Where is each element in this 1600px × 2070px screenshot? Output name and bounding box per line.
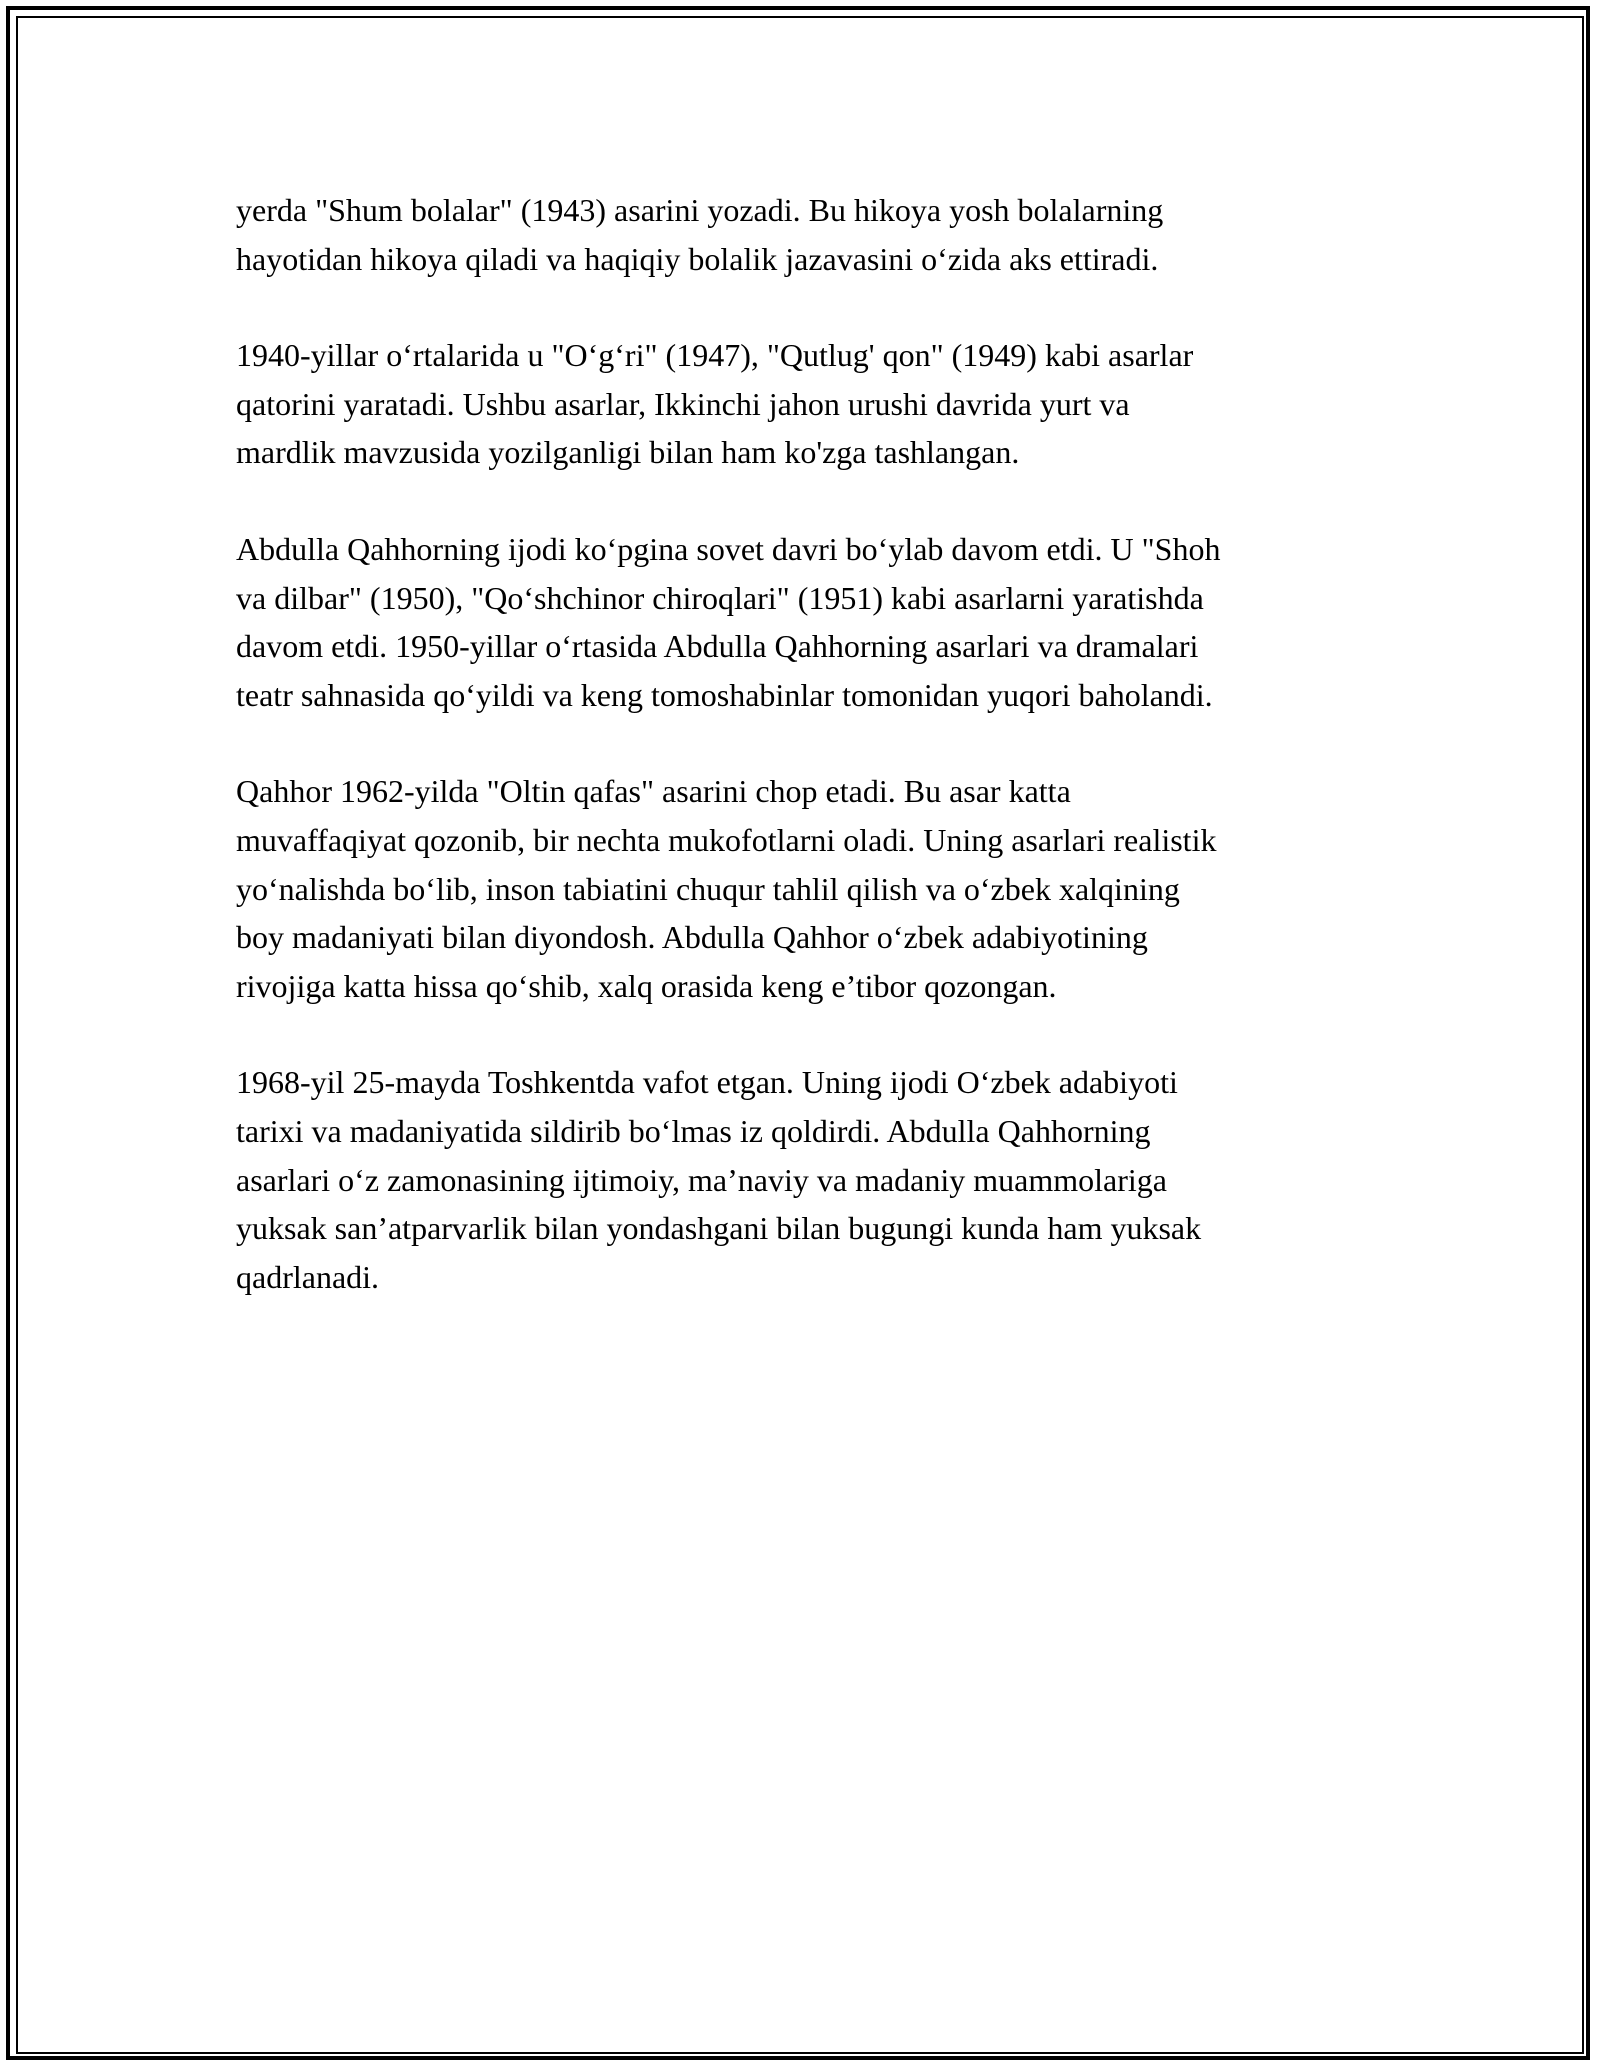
paragraph-1940s-works: 1940-yillar o‘rtalarida u "O‘g‘ri" (1947), "Qutlug' qon" (1949) kabi asarlar qatorini yaratadi. Ushbu asarlar, Ikkinchi jahon urushi davrida yurt va mardlik mavzusida yozilganligi bilan ham ko'zga tashlangan. [236,337,1194,471]
paragraph-soviet-era-works: Abdulla Qahhorning ijodi ko‘pgina sovet davri bo‘ylab davom etdi. U "Shoh va dilbar" (1950), "Qo‘shchinor chiroqlari" (1951) kabi asarlarni yaratishda davom etdi. 1950-yillar o‘rtasida Abdulla Qahhorning asarlari va dramalari teatr sahnasida qo‘yildi va keng tomoshabinlar tomonidan yuqori baholandi. [236,530,1221,713]
paragraph-legacy: 1968-yil 25-mayda Toshkentda vafot etgan. Uning ijodi O‘zbek adabiyoti tarixi va madaniyatida sildirib bo‘lmas iz qoldirdi. Abdulla Qahhorning asarlari o‘z zamonasining ijtimoiy, ma’naviy va madaniy muammolariga yuksak san’atparvarlik bilan yondashgani bilan bugungi kunda ham yuksak qadrlanadi. [236,1064,1202,1295]
paragraph-shum-bolalar: yerda "Shum bolalar" (1943) asarini yozadi. Bu hikoya yosh bolalarning hayotidan hikoya qiladi va haqiqiy bolalik jazavasini o‘zida aks ettiradi. [236,192,1164,277]
document-body [236,186,1376,1349]
paragraph-oltin-qafas: Qahhor 1962-yilda "Oltin qafas" asarini chop etadi. Bu asar katta muvaffaqiyat qozonib, bir nechta mukofotlarni oladi. Uning asarlari realistik yo‘nalishda bo‘lib, inson tabiatini chuqur tahlil qilish va o‘zbek xalqining boy madaniyati bilan diyondosh. Abdulla Qahhor o‘zbek adabiyotining rivojiga katta hissa qo‘shib, xalq orasida keng e’tibor qozongan. [236,773,1217,1004]
